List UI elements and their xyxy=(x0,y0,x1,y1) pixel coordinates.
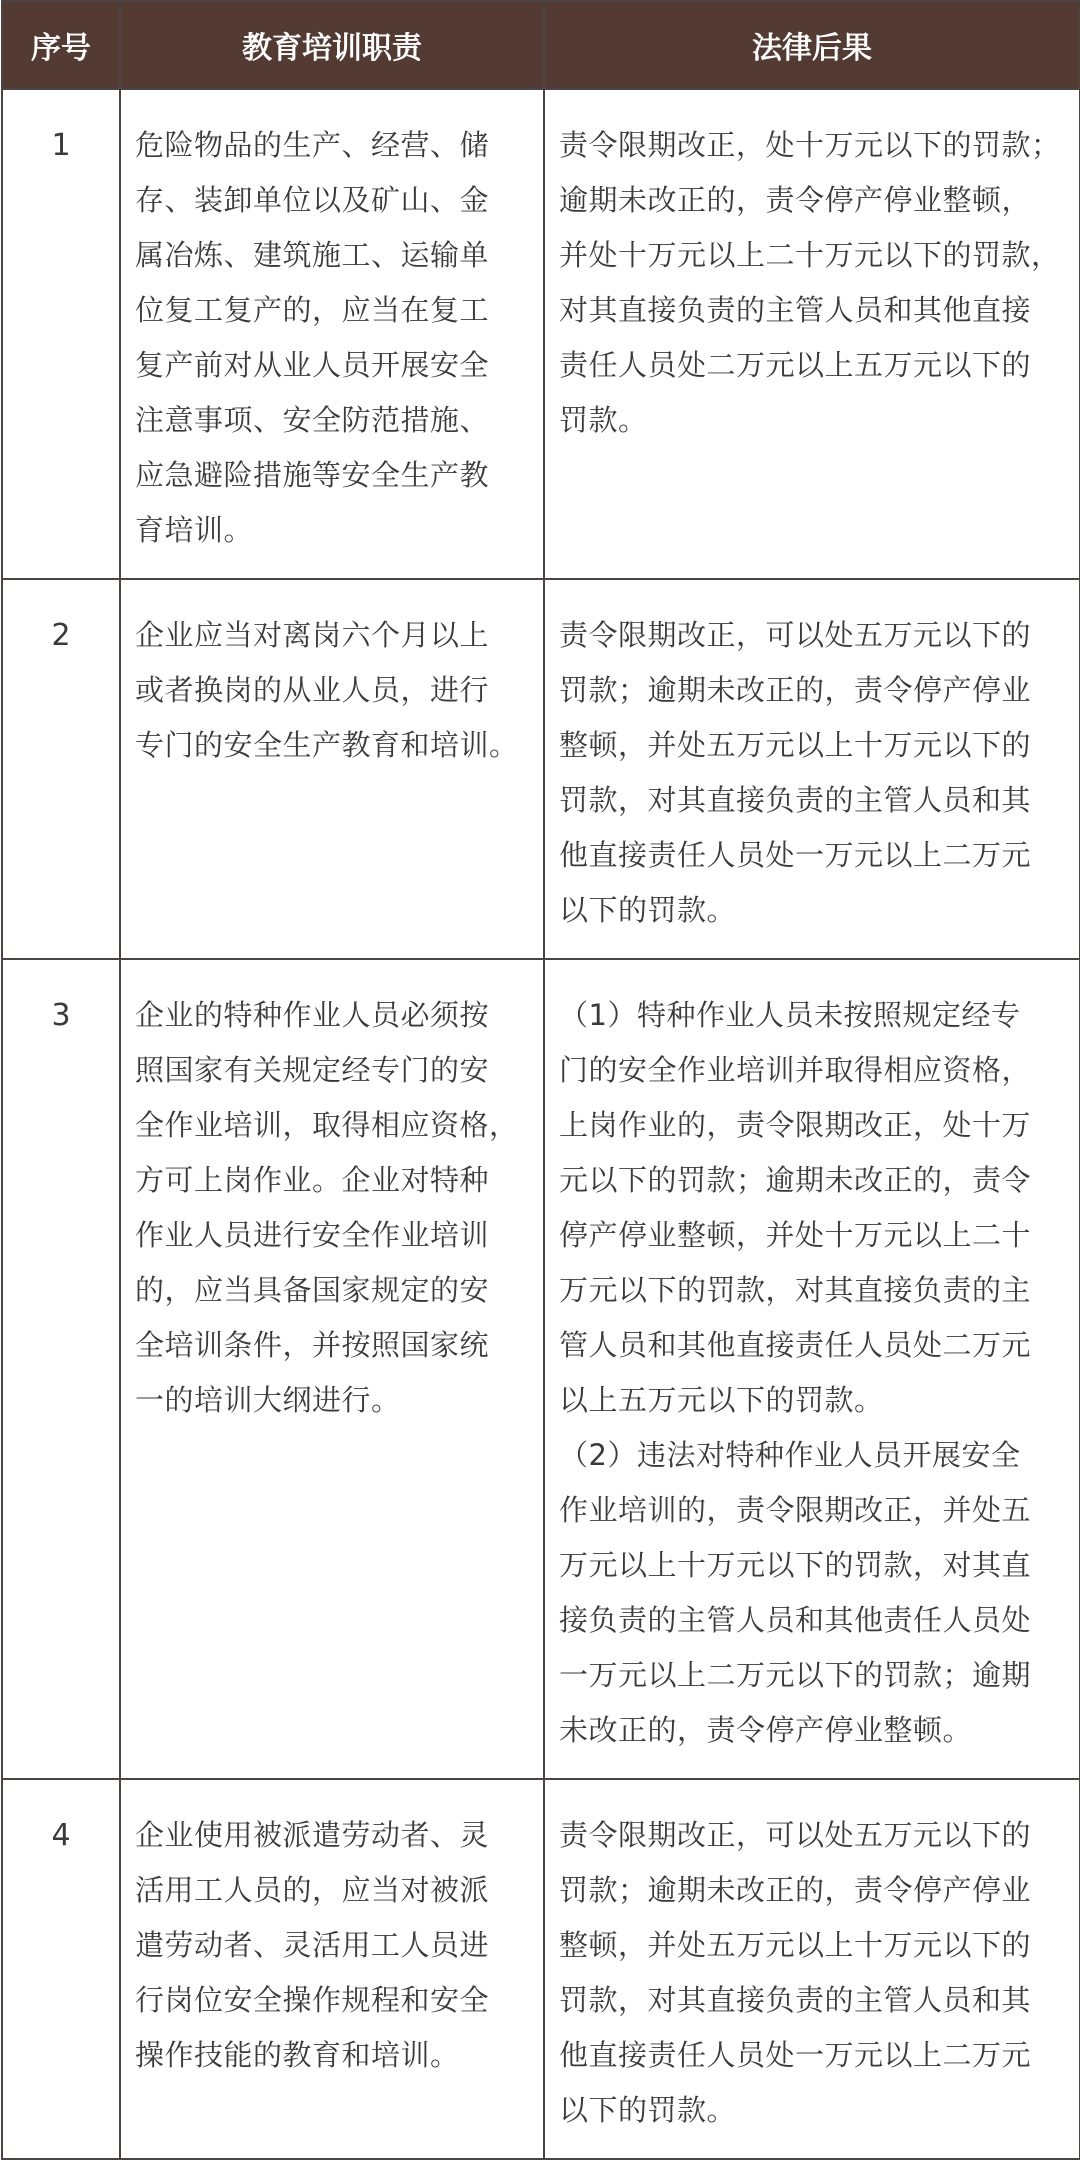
table-header-row xyxy=(2,1,1080,89)
training-duty-cell: 危险物品的生产、经营、储 存、装卸单位以及矿山、金 属冶炼、建筑施工、运输单 位复工复产的，应当在复工 复产前对从业人员开展安全 注意事项、安全防范措施、 应急避险措施等安全生产教 育培训。 xyxy=(120,89,544,579)
legal-consequence-cell: 责令限期改正，可以处五万元以下的 罚款；逾期未改正的，责令停产停业 整顿，并处五万元以上十万元以下的 罚款，对其直接负责的主管人员和其 他直接责任人员处一万元以上二万元 以下的罚款。 xyxy=(544,1779,1080,2159)
header-training-duty: 教育培训职责 xyxy=(120,1,544,89)
row-number: 4 xyxy=(2,1779,120,2159)
training-duty-cell: 企业使用被派遣劳动者、灵 活用工人员的，应当对被派 遣劳动者、灵活用工人员进 行岗位安全操作规程和安全 操作技能的教育和培训。 xyxy=(120,1779,544,2159)
legal-consequence-cell: 责令限期改正，可以处五万元以下的 罚款；逾期未改正的，责令停产停业 整顿，并处五万元以上十万元以下的 罚款，对其直接负责的主管人员和其 他直接责任人员处一万元以上二万元 以下的罚款。 xyxy=(544,579,1080,959)
row-number: 3 xyxy=(2,959,120,1779)
legal-consequence-cell: 责令限期改正，处十万元以下的罚款； 逾期未改正的，责令停产停业整顿， 并处十万元以上二十万元以下的罚款， 对其直接负责的主管人员和其他直接 责任人员处二万元以上五万元以下的 罚款。 xyxy=(544,89,1080,579)
row-number: 2 xyxy=(2,579,120,959)
table-row xyxy=(2,959,1080,1779)
header-number: 序号 xyxy=(2,1,120,89)
table-row xyxy=(2,89,1080,579)
training-duty-cell: 企业应当对离岗六个月以上 或者换岗的从业人员，进行 专门的安全生产教育和培训。 xyxy=(120,579,544,959)
table-row xyxy=(2,1779,1080,2159)
training-duty-cell: 企业的特种作业人员必须按 照国家有关规定经专门的安 全作业培训，取得相应资格， 方可上岗作业。企业对特种 作业人员进行安全作业培训 的，应当具备国家规定的安 全培训条件，并按照国家统 一的培训大纲进行。 xyxy=(120,959,544,1779)
row-number: 1 xyxy=(2,89,120,579)
table-row xyxy=(2,579,1080,959)
header-legal-consequence: 法律后果 xyxy=(544,1,1080,89)
legal-consequence-cell: （1）特种作业人员未按照规定经专 门的安全作业培训并取得相应资格， 上岗作业的，责令限期改正，处十万 元以下的罚款；逾期未改正的，责令 停产停业整顿，并处十万元以上二十 万元以下的罚款，对其直接负责的主 管人员和其他直接责任人员处二万元 以上五万元以下的罚款。 （2）违法对特种作业人员开展安全 作业培训的，责令限期改正，并处五 万元以上十万元以下的罚款，对其直 接负责的主管人员和其他责任人员处 一万元以上二万元以下的罚款；逾期 未改正的，责令停产停业整顿。 xyxy=(544,959,1080,1779)
training-duties-table xyxy=(1,0,1080,2160)
